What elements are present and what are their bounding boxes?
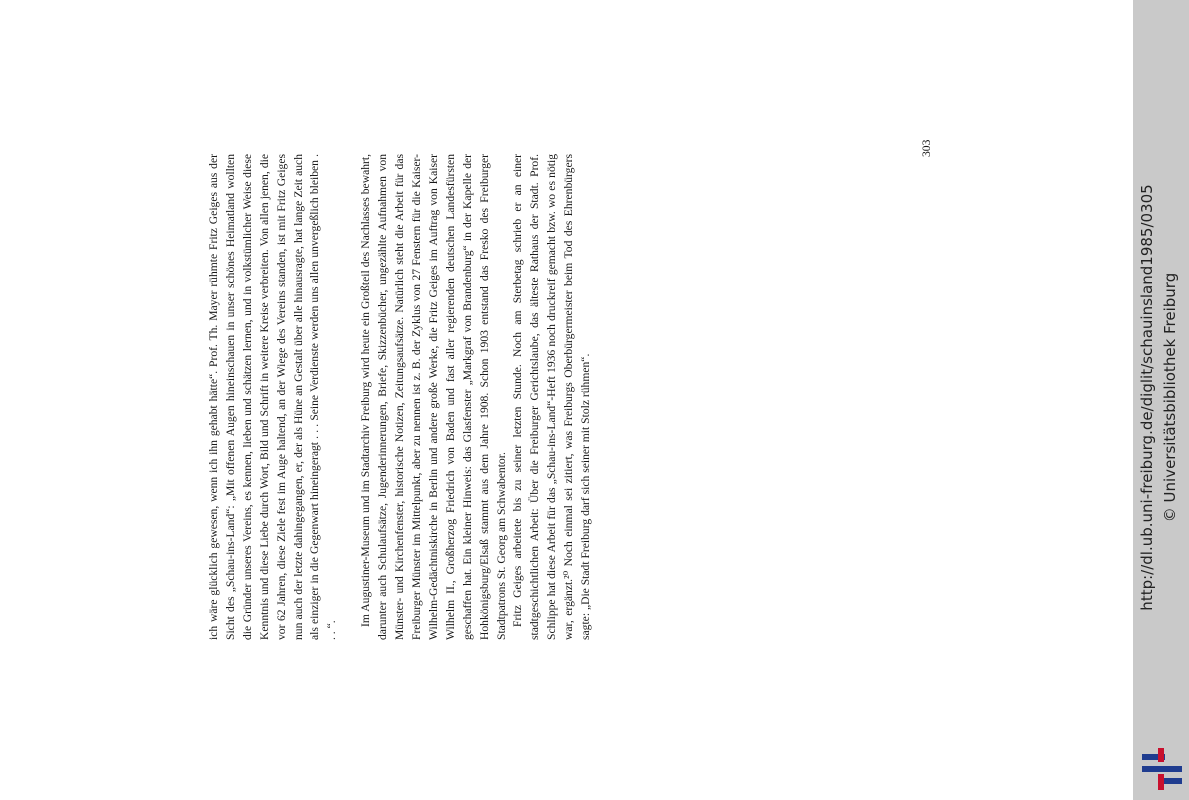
logo-stem-red-top [1158,748,1164,762]
sidebar-caption [1136,0,1182,795]
paragraph-1: ich wäre glücklich gewesen, wenn ich ihn gehabt hätte“. Prof. Th. Mayer rühmte Fritz Geiges aus der Sicht des „Schau-ins-Land“: „Mit offenen Augen hineinschauen in unser schönes Heimatland wollten die Gründer unseres Vereins, es kennen, lieben und schätzen lernen, und in volkstümlicher Weise diese Kenntnis und diese Liebe durch Wort, Bild und Schrift in weitere Kreise verbreiten. Von allen jenen, die vor 62 Jahren, diese Ziele fest im Auge haltend, an der Wiege des Vereins standen, ist mit Fritz Geiges nun auch der letzte dahingegangen, er, der als Hüne an Gestalt über alle hinausragte, hat lange Zeit auch als einziger in die Gegenwart hineingeragt . . . Seine Verdienste werden uns allen unvergeßlich bleiben . . . “. [207,154,339,640]
page-content-rotated [130,139,933,750]
library-logo-icon [1141,748,1183,790]
logo-bar-middle [1142,766,1182,772]
sidebar-copyright: © Universitätsbibliothek Freiburg [1161,272,1179,523]
text-column [206,154,595,640]
paragraph-2: Im Augustiner-Museum und im Stadtarchiv Freiburg wird heute ein Großteil des Nachlasses bewahrt, darunter auch Schulaufsätze, Jugenderinnerungen, Briefe, Skizzenbücher, ungezählte Aufnahmen von Münster- und Kirchenfenster, historische Notizen, Zeitungsaufsätze. Natürlich steht die Arbeit für das Freiburger Münster im Mittelpunkt, aber zu nennen ist z. B. der Zyklus von 27 Fenstern für die Kaiser-Wilhelm-Gedächtniskirche in Berlin und andere große Werke, die Fritz Geiges im Auftrag von Kaiser Wilhelm II., Großherzog Friedrich von Baden und fast aller regierenden deutschen Landesfürsten geschaffen hat. Ein kleiner Hinweis: das Glasfenster „Markgraf von Brandenburg“ in der Kapelle der Hohkönigsburg/Elsaß stammt aus dem Jahre 1908. Schon 1903 entstand das Fresko des Freiburger Stadtpatrons St. Georg am Schwabentor. [359,154,508,640]
logo-stem-red-bottom [1158,774,1164,790]
paragraph-3: Fritz Geiges arbeitete bis zu seiner letzten Stunde. Noch am Sterbetag schrieb er an einer stadtgeschichtlichen Arbeit: Über die Freiburger Gerichtslaube, das älteste Rathaus der Stadt. Prof. Schlippe hat diese Arbeit für das „Schau-ins-Land“-Heft 1936 noch druckreif gemacht bzw. wo es nötig war, ergänzt.²⁰ Noch einmal sei zitiert, was Freiburgs Oberbürgermeister beim Tod des Ehrenbürgers sagte: „Die Stadt Freiburg darf sich seiner mit Stolz rühmen“. [511,154,593,640]
page-number: 303 [920,139,933,157]
sidebar-url[interactable]: http://dl.ub.uni-freiburg.de/diglit/schauinsland1985/0305 [1138,184,1156,611]
